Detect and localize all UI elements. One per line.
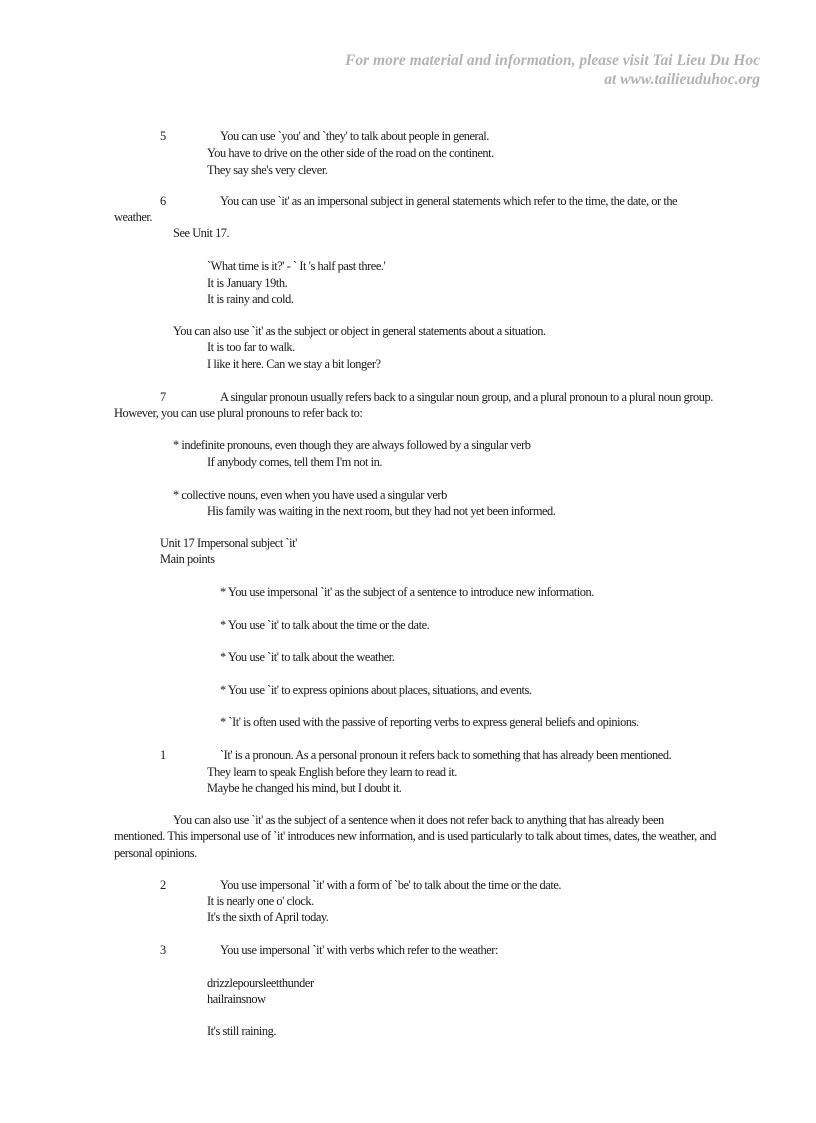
paragraph-line: You use impersonal `it' with verbs which refer to the weather:: [220, 943, 498, 957]
paragraph-line: You use impersonal `it' with a form of `be' to talk about the time or the date.: [220, 878, 562, 892]
example-line: It is nearly one o' clock.: [207, 894, 314, 908]
example-line: If anybody comes, tell them I'm not in.: [207, 455, 382, 469]
section-heading: Main points: [160, 552, 215, 566]
item-number: 7: [160, 390, 166, 404]
paragraph-line: A singular pronoun usually refers back to a singular noun group, and a plural pronoun to a plural noun group.: [220, 390, 713, 404]
example-line: It is rainy and cold.: [207, 292, 294, 306]
unit-title: Unit 17 Impersonal subject `it': [160, 536, 297, 550]
item-number: 2: [160, 878, 166, 892]
example-line: hailrainsnow: [207, 992, 266, 1006]
paragraph-line: personal opinions.: [114, 846, 197, 860]
paragraph-line: `It' is a pronoun. As a personal pronoun it refers back to something that has already been mentioned.: [220, 748, 672, 762]
item-number: 5: [160, 129, 166, 143]
example-line: It is too far to walk.: [207, 340, 295, 354]
example-line: Maybe he changed his mind, but I doubt it.: [207, 781, 402, 795]
main-point: * You use `it' to talk about the weather.: [220, 650, 395, 664]
item-number: 1: [160, 748, 166, 762]
main-point: * `It' is often used with the passive of reporting verbs to express general beliefs and opinions.: [220, 715, 639, 729]
example-line: It's still raining.: [207, 1024, 277, 1038]
example-line: You have to drive on the other side of the road on the continent.: [207, 146, 494, 160]
paragraph-line: You can use `it' as an impersonal subject in general statements which refer to the time, the date, or the: [220, 194, 678, 208]
paragraph-line: You can also use `it' as the subject of a sentence when it does not refer back to anything that has already been: [173, 813, 664, 827]
paragraph-line: mentioned. This impersonal use of `it' introduces new information, and is used particularly to talk about times, dates, the weather, and: [114, 829, 717, 843]
example-line: It's the sixth of April today.: [207, 910, 329, 924]
example-line: It is January 19th.: [207, 276, 288, 290]
paragraph-line: weather.: [114, 210, 153, 224]
main-point: * You use `it' to talk about the time or the date.: [220, 618, 430, 632]
paragraph-line: You can also use `it' as the subject or object in general statements about a situation.: [173, 324, 546, 338]
example-line: They learn to speak English before they learn to read it.: [207, 765, 457, 779]
item-number: 6: [160, 194, 166, 208]
header-url-line: at www.tailieuduhoc.org: [604, 71, 760, 88]
bullet-line: * indefinite pronouns, even though they are always followed by a singular verb: [173, 438, 531, 452]
paragraph-line: However, you can use plural pronouns to refer back to:: [114, 406, 363, 420]
example-line: `What time is it?' - ` It 's half past three.': [207, 259, 386, 273]
example-line: His family was waiting in the next room, but they had not yet been informed.: [207, 504, 556, 518]
bullet-line: * collective nouns, even when you have used a singular verb: [173, 488, 447, 502]
example-line: drizzlepoursleetthunder: [207, 976, 314, 990]
paragraph-line: You can use `you' and `they' to talk about people in general.: [220, 129, 489, 143]
example-line: I like it here. Can we stay a bit longer?: [207, 357, 381, 371]
main-point: * You use impersonal `it' as the subject of a sentence to introduce new information.: [220, 585, 594, 599]
item-number: 3: [160, 943, 166, 957]
example-line: They say she's very clever.: [207, 163, 328, 177]
main-point: * You use `it' to express opinions about places, situations, and events.: [220, 683, 532, 697]
header-promo-line: For more material and information, please visit Tai Lieu Du Hoc: [345, 52, 760, 69]
cross-reference: See Unit 17.: [173, 226, 230, 240]
